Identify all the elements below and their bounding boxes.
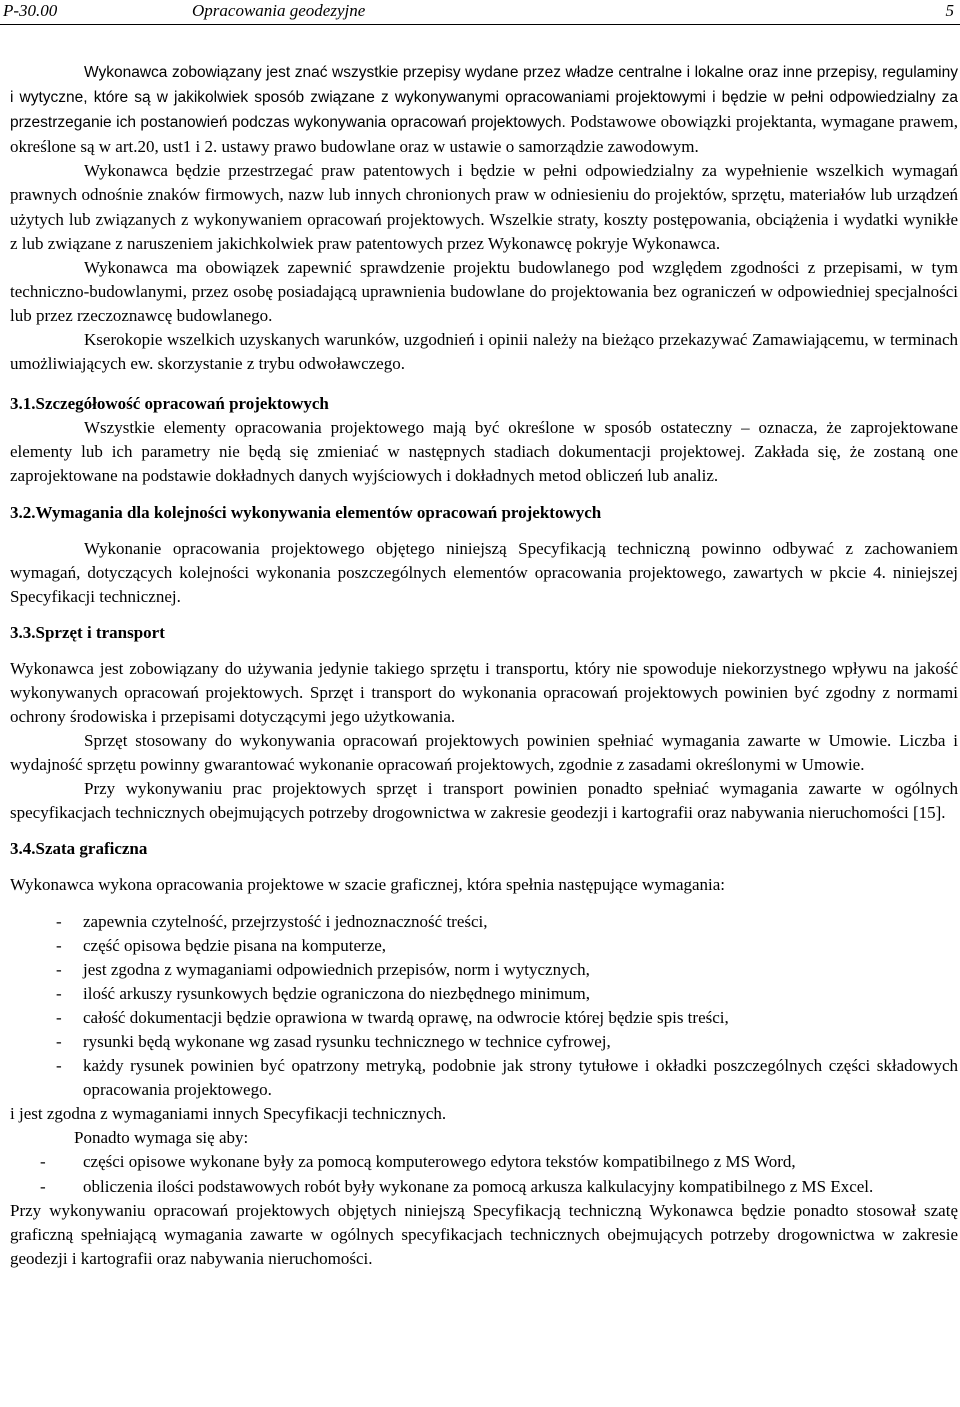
list-item: - całość dokumentacji będzie oprawiona w twardą oprawę, na odwrocie której będzie spis treści, xyxy=(56,1007,729,1027)
section-3-1-paragraph: Wszystkie elementy opracowania projektowego mają być określone w sposób ostateczny – oznacza, że zaprojektowane elementy lub ich parametry nie będą się zmieniać w następnych stadiach dokumentacji projektowej. Zakłada się, że zostaną one zaprojektowane na podstawie dokładnych danych wyjściowych i dokładnych metod obliczeń lub analiz. xyxy=(10,418,958,486)
list-item: - każdy rysunek powinien być opatrzony metryką, podobnie jak strony tytułowe i okładki poszczególnych części składowych opracowania projektowego. xyxy=(56,1056,958,1100)
format-requirements-list xyxy=(10,1150,958,1198)
intro-paragraph-1a: Wykonawca zobowiązany jest znać wszystkie przepisy wydane przez władze centralne i lokalne oraz inne przepisy, regulaminy i wytyczne, które są w jakikolwiek sposób związane z wykonywanymi opracowaniami projektowymi i będzie w pełni odpowiedzialny za przestrzeganie ich postanowień podczas wykonywania opracowań projektowych. xyxy=(10,64,958,132)
list-item: - część opisowa będzie pisana na komputerze, xyxy=(56,935,387,955)
header-rule xyxy=(0,24,960,25)
section-3-2-paragraph: Wykonanie opracowania projektowego objętego niniejszą Specyfikacją techniczną powinno odbywać z zachowaniem wymagań, dotyczących kolejności wykonania poszczególnych elementów opracowania projektowego, zawartych w pkcie 4. niniejszej Specyfikacji technicznej. xyxy=(10,538,958,606)
section-3-3-paragraph-3: Przy wykonywaniu prac projektowych sprzęt i transport powinien ponadto spełniać wymagania zawarte w ogólnych specyfikacjach technicznych obejmujących potrzeby drogownictwa w zakresie geodezji i kartografii oraz nabywania nieruchomości [15]. xyxy=(10,779,958,823)
section-3-4-heading: 3.4.Szata graficzna xyxy=(10,839,148,859)
list-item: - rysunki będą wykonane wg zasad rysunku technicznego w technice cyfrowej, xyxy=(56,1032,611,1051)
list-item: - jest zgodna z wymaganiami odpowiednich przepisów, norm i wytycznych, xyxy=(56,959,590,979)
section-3-4-paragraph-2: i jest zgodna z wymaganiami innych Specyfikacji technicznych. xyxy=(10,1104,447,1124)
section-3-2-heading: 3.2.Wymagania dla kolejności wykonywania elementów opracowań projektowych xyxy=(10,502,602,522)
page-header xyxy=(0,0,960,24)
section-3-3-paragraph-2: Sprzęt stosowany do wykonywania opracowań projektowych powinien spełniać wymagania zawarte w Umowie. Liczba i wydajność sprzętu powinny gwarantować wykonanie opracowań projektowych, zgodnie z zasadami określonymi w Umowie. xyxy=(10,731,958,775)
list-item: - obliczenia ilości podstawowych robót były wykonane za pomocą arkusza kalkulacyjny kompatibilnego z MS Excel. xyxy=(40,1176,874,1196)
section-3-4-paragraph-3: Ponadto wymaga się aby: xyxy=(74,1128,249,1148)
list-item: - zapewnia czytelność, przejrzystość i jednoznaczność treści, xyxy=(56,911,488,931)
intro-paragraph-1 xyxy=(10,60,958,159)
intro-paragraph-3: Wykonawca ma obowiązek zapewnić sprawdzenie projektu budowlanego pod względem zgodności z przepisami, w tym techniczno-budowlanymi, przez osobę posiadającą uprawnienia budowlane do projektowania bez ograniczeń w odpowiedniej specjalności lub przez rzeczoznawcę budowlanego. xyxy=(10,257,958,325)
document-title: Opracowania geodezyjne xyxy=(192,1,366,20)
page-body xyxy=(10,60,958,1271)
intro-paragraph-2: Wykonawca będzie przestrzegać praw patentowych i będzie w pełni odpowiedzialny za wypełnienie wszelkich wymagań prawnych odnośnie znaków firmowych, nazw lub innych chronionych praw w odniesieniu do projektów, sprzętu, materiałów lub urządzeń użytych lub związanych z wykonywaniem opracowań projektowych. Wszelkie straty, koszty postępowania, obciążenia i wydatki wynikłe z lub związane z naruszeniem jakichkolwiek praw patentowych przez Wykonawcę pokryje Wykonawca. xyxy=(10,161,958,253)
intro-paragraph-1b: Podstawowe obowiązki projektanta, wymagane prawem, określone są w art.20, ust1 i 2. ustawy prawo budowlane oraz w ustawie o samorządzie zawodowym. xyxy=(10,112,959,157)
list-item: - części opisowe wykonane były za pomocą komputerowego edytora tekstów kompatibilnego z MS Word, xyxy=(40,1152,796,1172)
requirements-list xyxy=(10,910,958,1103)
section-3-1-heading: 3.1.Szczegółowość opracowań projektowych xyxy=(10,394,329,414)
section-3-3-heading: 3.3.Sprzęt i transport xyxy=(10,622,165,642)
intro-paragraph-4: Kserokopie wszelkich uzyskanych warunków, uzgodnień i opinii należy na bieżąco przekazywać Zamawiającemu, w terminach umożliwiających ew. skorzystanie z trybu odwoławczego. xyxy=(10,330,958,374)
page-number: 5 xyxy=(945,1,954,20)
section-3-3-paragraph-1: Wykonawca jest zobowiązany do używania jedynie takiego sprzętu i transportu, który nie spowoduje niekorzystnego wpływu na jakość wykonywanych opracowań projektowych. Sprzęt i transport do wykonania opracowań projektowych powinien być zgodny z normami ochrony środowiska i przepisami dotyczącymi jego użytkowania. xyxy=(10,658,958,726)
document-code: P-30.00 xyxy=(3,1,58,20)
section-3-4-intro: Wykonawca wykona opracowania projektowe w szacie graficznej, która spełnia następujące wymagania: xyxy=(10,875,726,895)
list-item: - ilość arkuszy rysunkowych będzie ograniczona do niezbędnego minimum, xyxy=(56,983,591,1003)
section-3-4-paragraph-4: Przy wykonywaniu opracowań projektowych objętych niniejszą Specyfikacją techniczną Wykonawca będzie ponadto stosował szatę graficzną spełniającą wymagania zawarte w ogólnych specyfikacjach technicznych obejmujących potrzeby drogownictwa w zakresie geodezji i kartografii oraz nabywania nieruchomości. xyxy=(10,1200,958,1268)
